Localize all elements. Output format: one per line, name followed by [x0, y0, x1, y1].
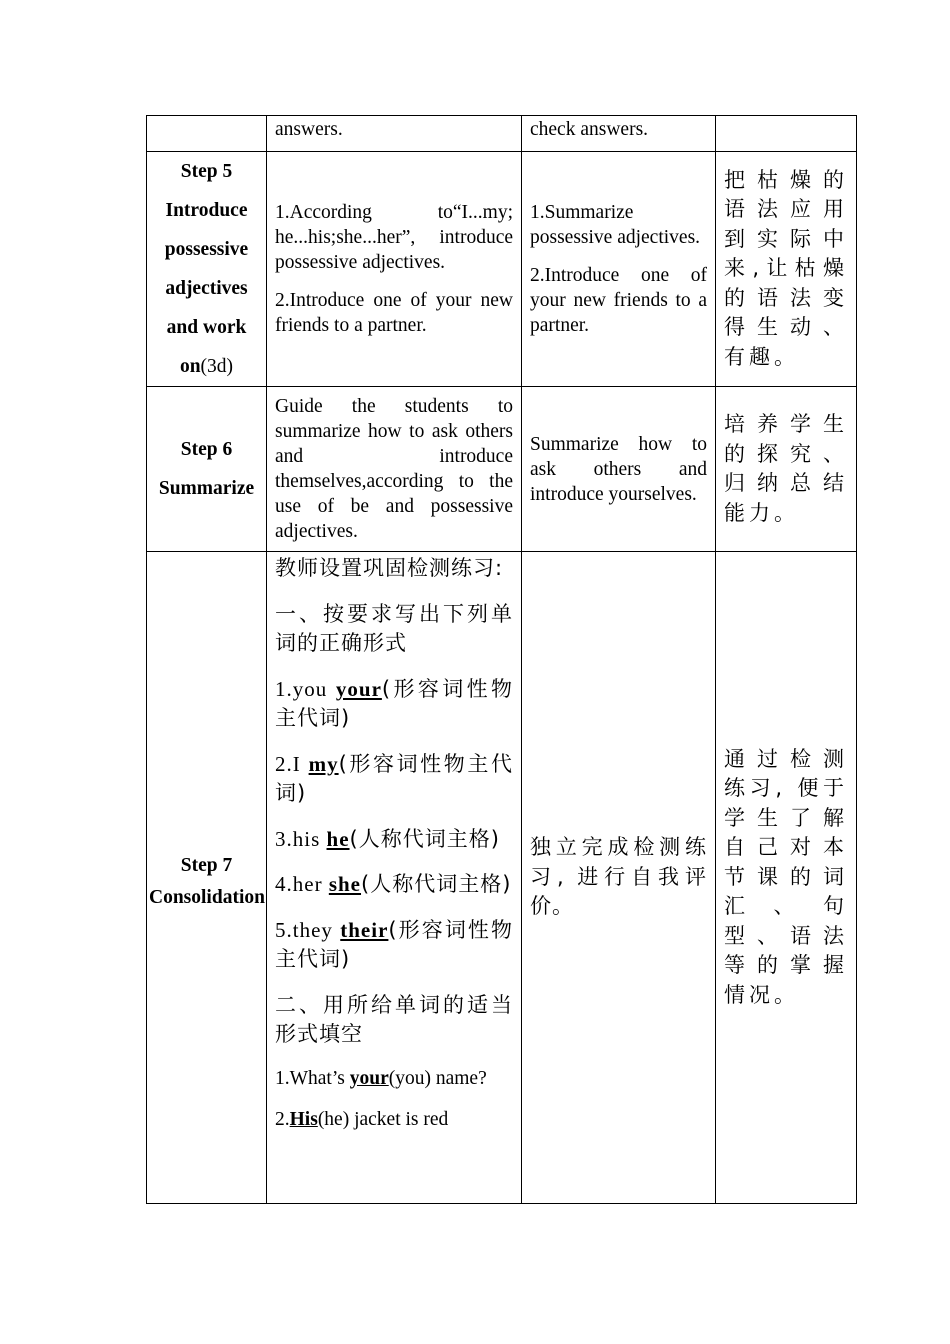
exercise-part-title: 一、按要求写出下列单词的正确形式	[275, 601, 513, 655]
step-title-line: possessive	[164, 239, 249, 260]
teacher-activity-cell	[267, 387, 522, 552]
table-row	[147, 116, 857, 152]
cell-text: check answers.	[530, 119, 649, 140]
purpose-cell	[716, 116, 857, 152]
purpose-text: 把枯燥的语法应用到实际中来,让枯燥的语法变得生动、有趣。	[724, 167, 848, 369]
teacher-item: 1.According to“I...my; he...his;she...her”, introduce possessive adjectives.	[275, 202, 513, 273]
step-cell	[147, 387, 267, 552]
student-item: 1.Summarize possessive adjectives.	[530, 202, 701, 248]
cell-text: answers.	[275, 119, 343, 140]
lesson-plan-table	[146, 115, 857, 1204]
student-activity-cell	[522, 552, 716, 1204]
answer-word: my	[308, 751, 339, 776]
teacher-activity-cell	[267, 116, 522, 152]
table-row	[147, 552, 857, 1204]
student-activity-cell	[522, 116, 716, 152]
exercise-item: 2.His(he) jacket is red	[275, 1108, 449, 1130]
step-number: Step 6	[180, 439, 233, 460]
step-title-line: Introduce	[165, 200, 248, 221]
student-item: 2.Introduce one of your new friends to a partner.	[530, 265, 707, 336]
student-item: 独立完成检测练习, 进行自我评价。	[530, 835, 707, 919]
purpose-text: 通过检测练习, 便于学生了解自己对本节课的词汇、句型、语法等的掌握情况。	[724, 746, 848, 1007]
student-activity-cell	[522, 387, 716, 552]
step-title-line: and work	[166, 317, 247, 338]
exercise-item: 2.I my(形容词性物主代词)	[275, 751, 513, 805]
step-cell	[147, 552, 267, 1204]
student-activity-cell	[522, 152, 716, 387]
step-title-line	[149, 347, 264, 386]
exercise-item: 1.you your(形容词性物主代词)	[275, 676, 513, 730]
answer-word: His	[289, 1108, 318, 1130]
exercise-item: 5.they their(形容词性物主代词)	[275, 917, 513, 971]
student-item: Summarize how to ask others and introduce yourselves.	[530, 433, 707, 505]
table-row	[147, 152, 857, 387]
step-cell	[147, 116, 267, 152]
answer-word: their	[340, 917, 389, 942]
step-number: Step 5	[180, 161, 233, 182]
step-title-line: adjectives	[165, 278, 248, 299]
step-title-word: on	[179, 356, 201, 377]
answer-word: your	[349, 1067, 389, 1089]
exercise-item: 1.What’s your(you) name?	[275, 1067, 487, 1089]
answer-word: your	[335, 676, 382, 701]
answer-word: he	[326, 826, 350, 851]
exercise-part-title: 二、用所给单词的适当形式填空	[275, 992, 513, 1046]
table-row	[147, 387, 857, 552]
teacher-item: Guide the students to summarize how to ask others and introduce themselves,according to the use of be and possessive adjectives.	[275, 396, 513, 542]
purpose-cell	[716, 387, 857, 552]
purpose-cell	[716, 552, 857, 1204]
step-cell	[147, 152, 267, 387]
step-title: Consolidation	[149, 886, 265, 908]
purpose-cell	[716, 152, 857, 387]
step-number: Step 7	[180, 854, 233, 876]
exercise-item: 4.her she(人称代词主格)	[275, 872, 512, 896]
teacher-activity-cell	[267, 152, 522, 387]
step-title-suffix: (3d)	[200, 356, 234, 377]
answer-word: she	[328, 872, 362, 896]
exercise-intro: 教师设置巩固检测练习:	[275, 556, 504, 580]
teacher-item: 2.Introduce one of your new friends to a partner.	[275, 290, 513, 336]
purpose-text: 培养学生的探究、归纳总结能力。	[724, 412, 848, 525]
teacher-activity-cell	[267, 552, 522, 1204]
exercise-item: 3.his he(人称代词主格)	[275, 826, 500, 851]
exercise-content	[275, 552, 513, 1202]
step-title: Summarize	[158, 478, 255, 499]
